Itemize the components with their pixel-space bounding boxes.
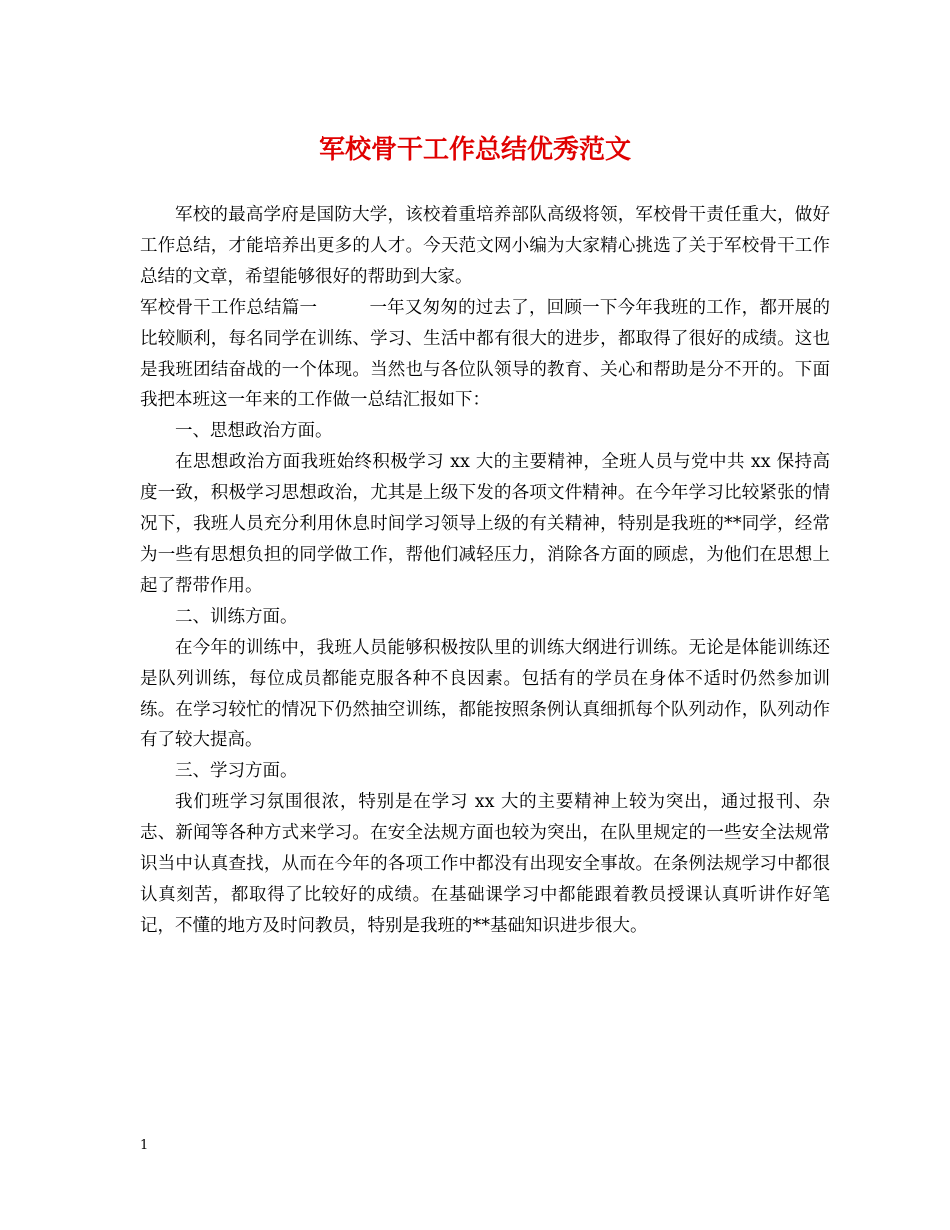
politics-paragraph: 在思想政治方面我班始终积极学习 xx 大的主要精神，全班人员与党中共 xx 保持高度一致，积极学习思想政治，尤其是上级下发的各项文件精神。在今年学习比较紧张的情况下，我班人员充分利用休息时间学习领导上级的有关精神，特别是我班的**同学，经常为一些有思想负担的同学做工作，帮他们减轻压力，消除各方面的顾虑，为他们在思想上起了帮带作用。 bbox=[140, 452, 830, 596]
section-label: 军校骨干工作总结篇一 bbox=[140, 297, 318, 318]
section-one-paragraph bbox=[140, 293, 830, 417]
page-number: 1 bbox=[140, 1138, 149, 1153]
heading-training: 二、训练方面。 bbox=[175, 606, 298, 627]
heading-study: 三、学习方面。 bbox=[175, 761, 298, 782]
document-body bbox=[140, 200, 830, 942]
heading-politics: 一、思想政治方面。 bbox=[175, 421, 333, 442]
study-paragraph: 我们班学习氛围很浓，特别是在学习 xx 大的主要精神上较为突出，通过报刊、杂志、新闻等各种方式来学习。在安全法规方面也较为突出，在队里规定的一些安全法规常识当中认真查找，从而在今年的各项工作中都没有出现安全事故。在条例法规学习中都很认真刻苦，都取得了比较好的成绩。在基础课学习中都能跟着教员授课认真听讲作好笔记，不懂的地方及时问教员，特别是我班的**基础知识进步很大。 bbox=[140, 792, 830, 936]
training-paragraph: 在今年的训练中，我班人员能够积极按队里的训练大纲进行训练。无论是体能训练还是队列训练，每位成员都能克服各种不良因素。包括有的学员在身体不适时仍然参加训练。在学习较忙的情况下仍然抽空训练，都能按照条例认真细抓每个队列动作，队列动作有了较大提高。 bbox=[140, 637, 830, 751]
document-title: 军校骨干工作总结优秀范文 bbox=[318, 135, 631, 165]
section-one-text: 一年又匆匆的过去了，回顾一下今年我班的工作，都开展的比较顺利，每名同学在训练、学习、生活中都有很大的进步，都取得了很好的成绩。这也是我班团结奋战的一个体现。当然也与各位队领导的教育、关心和帮助是分不开的。下面我把本班这一年来的工作做一总结汇报如下： bbox=[140, 297, 831, 411]
intro-paragraph: 军校的最高学府是国防大学，该校着重培养部队高级将领，军校骨干责任重大，做好工作总结，才能培养出更多的人才。今天范文网小编为大家精心挑选了关于军校骨干工作总结的文章，希望能够很好的帮助到大家。 bbox=[140, 205, 830, 287]
